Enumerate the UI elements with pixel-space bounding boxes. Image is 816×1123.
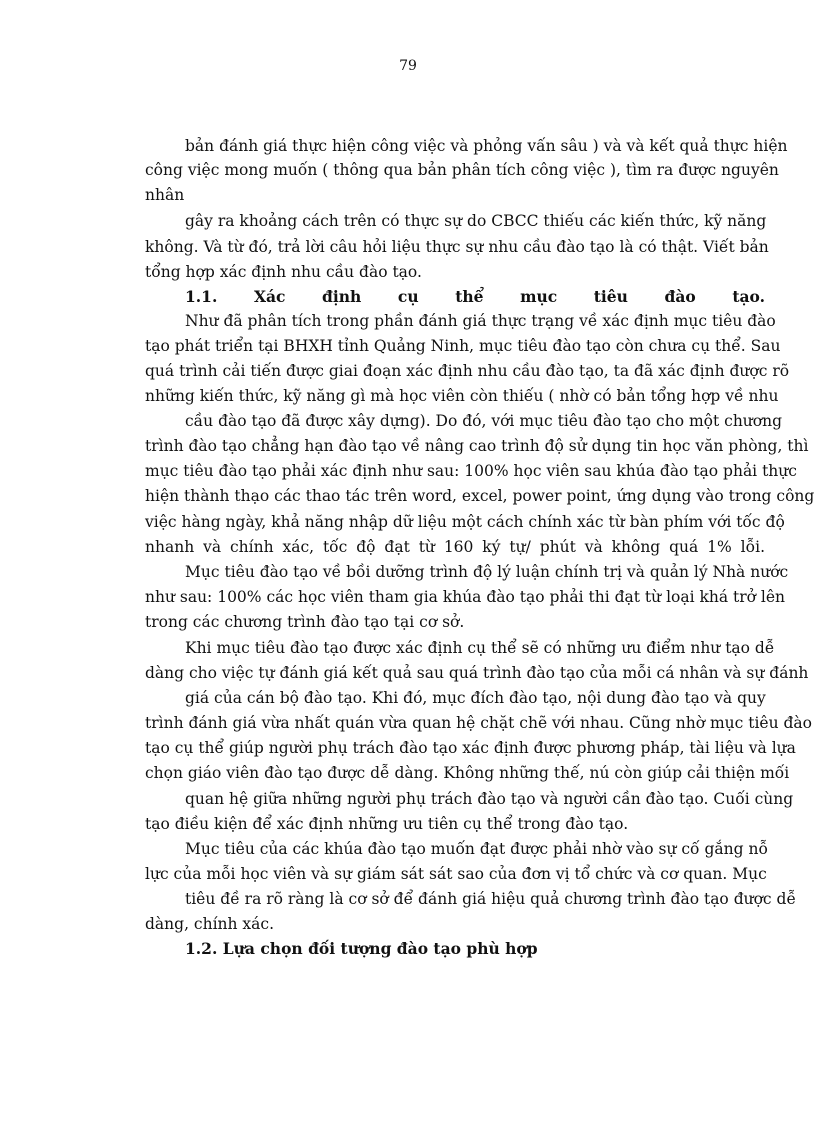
paragraph-line: Mục tiêu đào tạo về bồi dưỡng trình độ lý luận chính trị và quản lý Nhà nước xyxy=(185,563,789,581)
paragraph-line: tạo điều kiện để xác định những ưu tiên cụ thể trong đào tạo. xyxy=(145,815,629,833)
paragraph-line: trong các chương trình đào tạo tại cơ sở. xyxy=(145,613,465,631)
paragraph-line: Mục tiêu của các khúa đào tạo muốn đạt được phải nhờ vào sự cố gắng nỗ xyxy=(185,840,768,858)
page-number: 79 xyxy=(399,58,417,74)
section-heading-1-2: 1.2. Lựa chọn đối tượng đào tạo phù hợp xyxy=(185,939,538,958)
paragraph-line: chọn giáo viên đào tạo được dễ dàng. Không những thế, nú còn giúp cải thiện mối xyxy=(145,764,790,782)
paragraph-line: tạo phát triển tại BHXH tỉnh Quảng Ninh, mục tiêu đào tạo còn chưa cụ thể. Sau xyxy=(145,337,781,355)
paragraph-line: Khi mục tiêu đào tạo được xác định cụ thể sẽ có những ưu điểm như tạo dễ xyxy=(185,639,775,657)
paragraph-line: không. Và từ đó, trả lời câu hỏi liệu thực sự nhu cầu đào tạo là có thật. Viết bản xyxy=(145,238,769,256)
paragraph-line: nhanh và chính xác, tốc độ đạt từ 160 ký tự/ phút và không quá 1% lỗi. xyxy=(145,538,765,556)
paragraph-line: nhân xyxy=(145,186,185,204)
paragraph-line: gây ra khoảng cách trên có thực sự do CBCC thiếu các kiến thức, kỹ năng xyxy=(185,212,767,230)
paragraph-line: trình đánh giá vừa nhất quán vừa quan hệ chặt chẽ với nhau. Cũng nhờ mục tiêu đào xyxy=(145,714,813,732)
paragraph-line: giá của cán bộ đào tạo. Khi đó, mục đích đào tạo, nội dung đào tạo và quy xyxy=(185,689,766,707)
paragraph-line: dàng cho việc tự đánh giá kết quả sau quá trình đào tạo của mỗi cá nhân và sự đánh xyxy=(145,664,809,682)
paragraph-line: những kiến thức, kỹ năng gì mà học viên còn thiếu ( nhờ có bản tổng hợp về nhu xyxy=(145,387,779,405)
paragraph-line: bản đánh giá thực hiện công việc và phỏng vấn sâu ) và và kết quả thực hiện xyxy=(185,137,788,155)
paragraph-line: cầu đào tạo đã được xây dựng). Do đó, với mục tiêu đào tạo cho một chương xyxy=(185,412,783,430)
paragraph-line: công việc mong muốn ( thông qua bản phân tích công việc ), tìm ra được nguyên xyxy=(145,161,779,179)
paragraph-line: Như đã phân tích trong phần đánh giá thực trạng về xác định mục tiêu đào xyxy=(185,312,776,330)
section-heading-1-1: 1.1. Xác định cụ thể mục tiêu đào tạo. xyxy=(185,287,765,306)
paragraph-line: như sau: 100% các học viên tham gia khúa đào tạo phải thi đạt từ loại khá trở lên xyxy=(145,588,786,606)
paragraph-line: mục tiêu đào tạo phải xác định như sau: 100% học viên sau khúa đào tạo phải thực xyxy=(145,462,797,480)
paragraph-line: tiêu đề ra rõ ràng là cơ sở để đánh giá hiệu quả chương trình đào tạo được dễ xyxy=(185,890,796,908)
paragraph-line: hiện thành thạo các thao tác trên word, excel, power point, ứng dụng vào trong công xyxy=(145,487,815,505)
paragraph-line: quan hệ giữa những người phụ trách đào tạo và người cần đào tạo. Cuối cùng xyxy=(185,790,794,808)
paragraph-line: việc hàng ngày, khả năng nhập dữ liệu một cách chính xác từ bàn phím với tốc độ xyxy=(145,513,785,531)
paragraph-line: quá trình cải tiến được giai đoạn xác định nhu cầu đào tạo, ta đã xác định được rõ xyxy=(145,362,790,380)
paragraph-line: tạo cụ thể giúp người phụ trách đào tạo xác định được phương pháp, tài liệu và lựa xyxy=(145,739,796,757)
paragraph-line: trình đào tạo chẳng hạn đào tạo về nâng cao trình độ sử dụng tin học văn phòng, thì xyxy=(145,437,809,455)
paragraph-line: dàng, chính xác. xyxy=(145,915,275,933)
paragraph-line: lực của mỗi học viên và sự giám sát sát sao của đơn vị tổ chức và cơ quan. Mục xyxy=(145,865,767,883)
paragraph-line: tổng hợp xác định nhu cầu đào tạo. xyxy=(145,263,422,281)
